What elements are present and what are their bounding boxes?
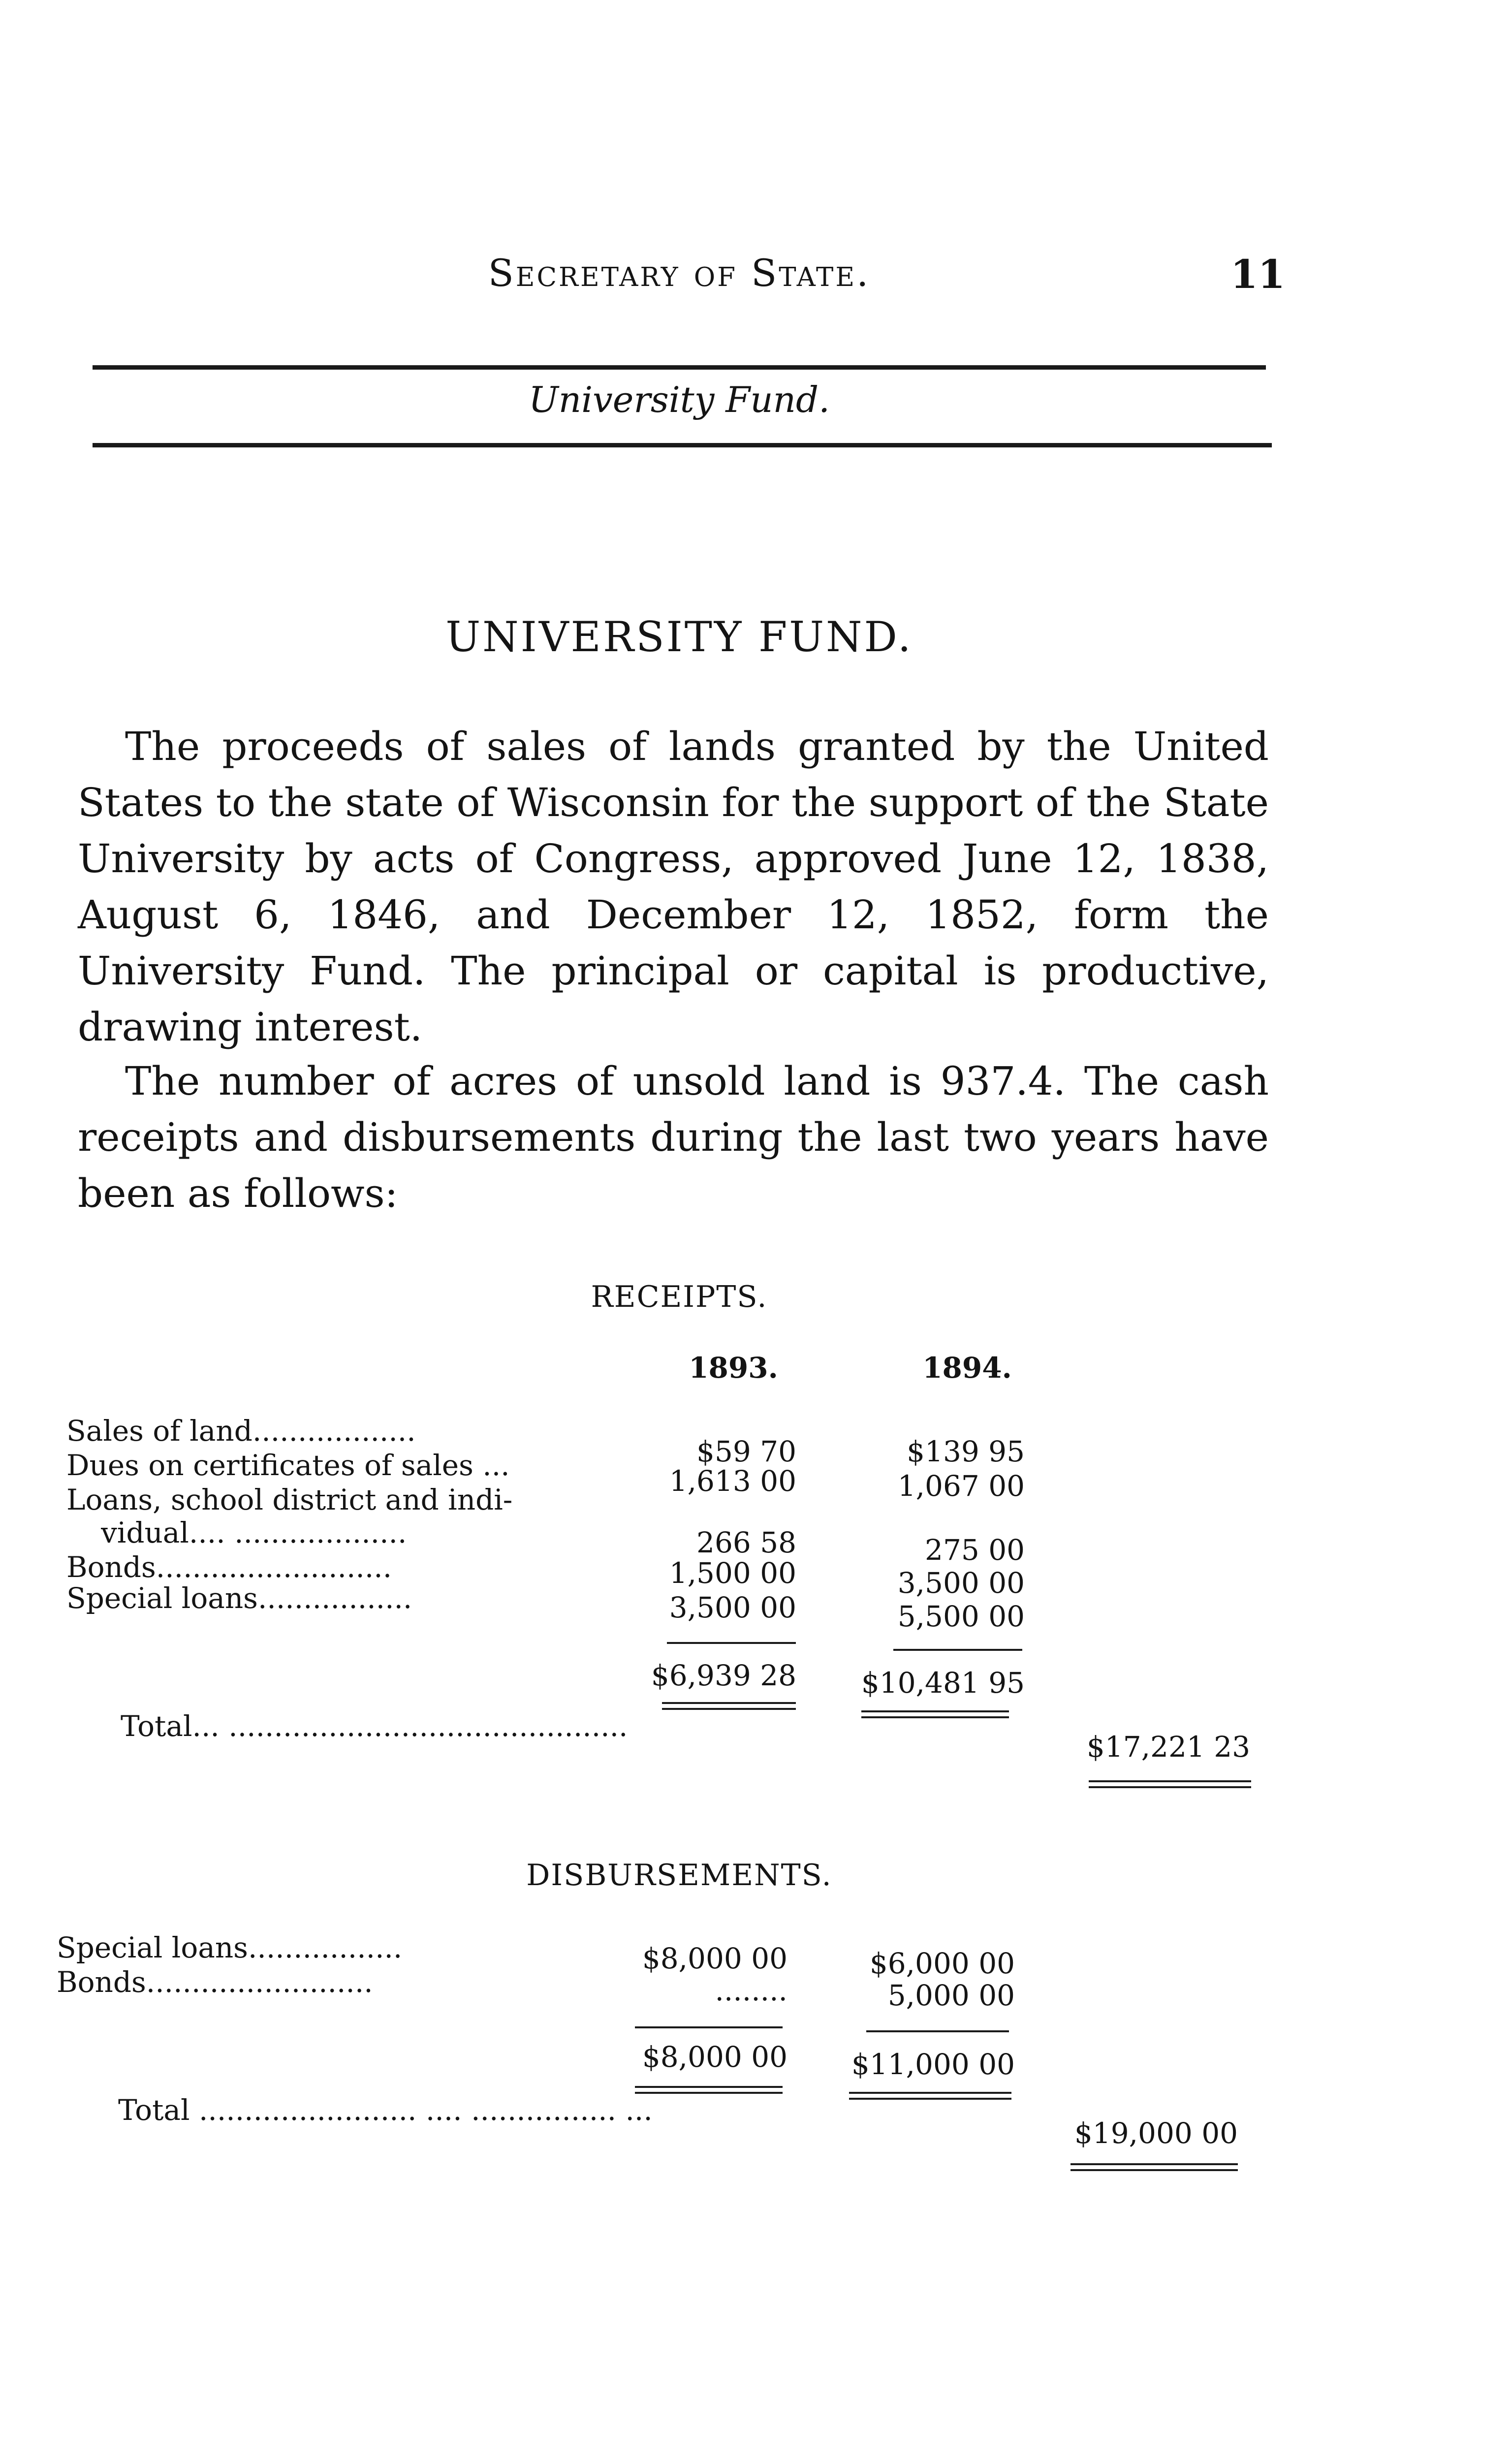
receipts-subtotal-1894: $10,481 95 bbox=[861, 1666, 1025, 1700]
year-1894-header: 1894. bbox=[922, 1351, 1012, 1385]
running-head: Secretary of State. bbox=[488, 251, 871, 295]
receipts-row-1893: 1,500 00 bbox=[669, 1556, 796, 1590]
subtotal-rule bbox=[635, 2026, 783, 2028]
receipts-row-1894: 1,067 00 bbox=[897, 1469, 1025, 1503]
receipts-row-1893: 266 58 bbox=[696, 1526, 796, 1559]
disbursements-heading: DISBURSEMENTS. bbox=[526, 1858, 832, 1893]
subtotal-double-rule bbox=[635, 2086, 783, 2094]
disbursements-row-1893: $8,000 00 bbox=[642, 1942, 788, 1975]
receipts-row-1894: 5,500 00 bbox=[897, 1600, 1025, 1633]
receipts-row-label: Bonds.......................... bbox=[66, 1551, 392, 1583]
receipts-row-1893: 3,500 00 bbox=[669, 1591, 796, 1624]
receipts-row-label: Special loans................. bbox=[66, 1582, 412, 1614]
disbursements-row-1894: $6,000 00 bbox=[869, 1947, 1015, 1980]
page-title: UNIVERSITY FUND. bbox=[445, 613, 913, 661]
receipts-row-1894: 275 00 bbox=[925, 1533, 1025, 1567]
subtotal-rule bbox=[667, 1642, 796, 1644]
receipts-heading: RECEIPTS. bbox=[591, 1280, 768, 1314]
receipts-row-label: Sales of land.................. bbox=[66, 1415, 416, 1447]
header-rule-top bbox=[93, 365, 1266, 370]
subtotal-rule bbox=[866, 2030, 1009, 2032]
disbursements-subtotal-1894: $11,000 00 bbox=[851, 2048, 1015, 2081]
disbursements-row-1893: ........ bbox=[715, 1974, 788, 2007]
receipts-row-label: Loans, school district and indi- bbox=[66, 1484, 513, 1515]
disbursements-subtotal-1893: $8,000 00 bbox=[642, 2040, 788, 2074]
receipts-row-1894: $139 95 bbox=[907, 1435, 1025, 1468]
disbursements-row-1894: 5,000 00 bbox=[887, 1979, 1015, 2012]
subtotal-double-rule bbox=[662, 1702, 796, 1710]
grand-total-double-rule bbox=[1071, 2163, 1238, 2171]
receipts-row-1893: 1,613 00 bbox=[669, 1464, 796, 1498]
receipts-row-1894: 3,500 00 bbox=[897, 1566, 1025, 1600]
disbursements-row-label: Special loans................. bbox=[57, 1932, 403, 1963]
section-subtitle: University Fund. bbox=[529, 379, 830, 420]
grand-total-double-rule bbox=[1089, 1780, 1251, 1788]
header-rule-bottom bbox=[93, 443, 1272, 447]
receipts-total-label: Total... ............................................ bbox=[121, 1710, 628, 1742]
subtotal-rule bbox=[893, 1649, 1022, 1651]
page-number: 11 bbox=[1230, 251, 1286, 297]
paragraph-2: The number of acres of unsold land is 937.4. The cash receipts and disbursements during the last two years have been as follows: bbox=[78, 1058, 1269, 1216]
receipts-row-label-cont: vidual.... ................... bbox=[101, 1517, 407, 1548]
paragraph-1: The proceeds of sales of lands granted by the United States to the state of Wisconsin for the support of the State University by acts of Congress, approved June 12, 1838, August 6, 1846, and December 12, 1852, form the University Fund. The principal or capital is productive, drawing interest. bbox=[78, 724, 1269, 1050]
disbursements-grand-total: $19,000 00 bbox=[1074, 2116, 1238, 2150]
disbursements-row-label: Bonds......................... bbox=[57, 1966, 373, 1998]
receipts-row-1893: $59 70 bbox=[696, 1435, 796, 1468]
receipts-subtotal-1893: $6,939 28 bbox=[651, 1659, 796, 1692]
disbursements-total-label: Total ........................ .... ................ ... bbox=[118, 2094, 653, 2126]
receipts-grand-total: $17,221 23 bbox=[1086, 1730, 1250, 1764]
year-1893-header: 1893. bbox=[689, 1351, 778, 1385]
receipts-row-label: Dues on certificates of sales ... bbox=[66, 1450, 510, 1481]
